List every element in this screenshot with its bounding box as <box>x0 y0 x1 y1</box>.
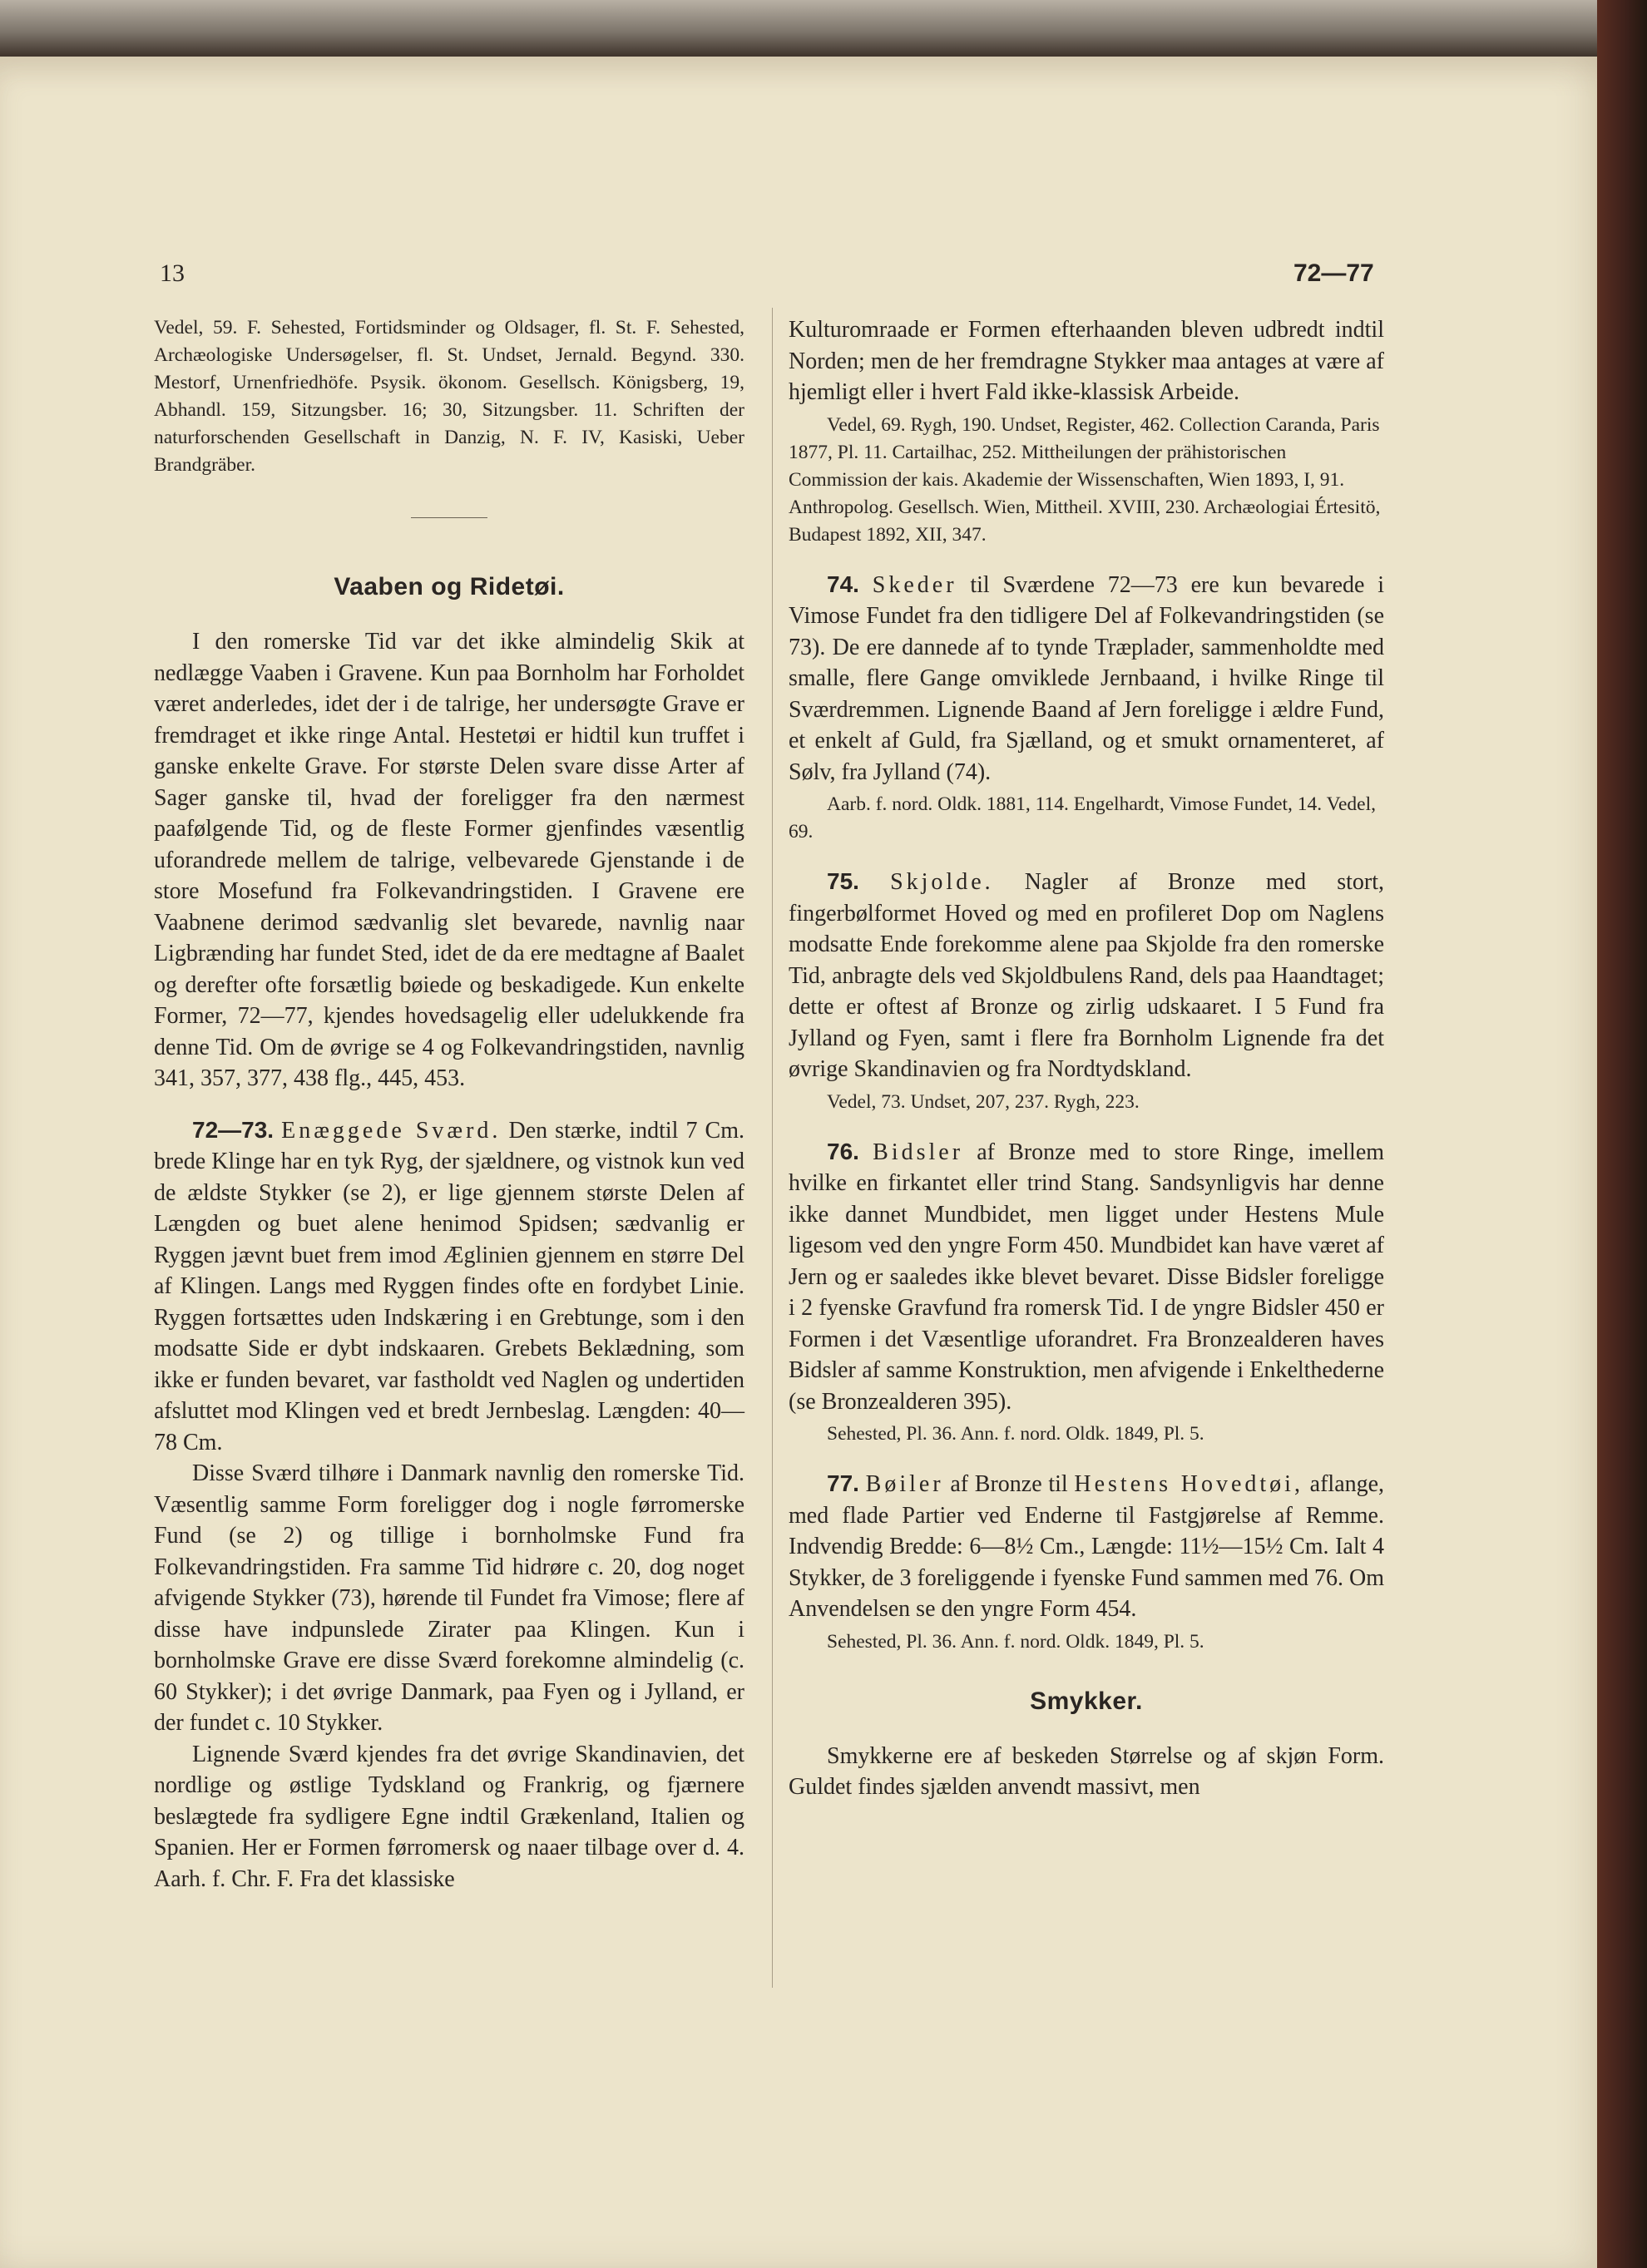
entry-number: 75. <box>827 868 859 894</box>
entry-74 <box>789 569 1384 788</box>
paragraph-swords-denmark: Disse Sværd tilhøre i Danmark navnlig den romerske Tid. Væsentlig samme Form foreligger dog i nogle førromerske Fund (se 2) og tillige i bornholmske Fund fra Folkevandringstiden. Fra samme Tid hidrøre c. 20, dog noget afvigende Stykker (73), hørende til Fundet fra Vimose; flere af disse have indpunslede Zirater paa Klingen. Kun i bornholmske Grave ere disse Sværd forekomne almindelig (c. 60 Stykker); i det øvrige Danmark, paa Fyen og i Jylland, er der fundet c. 10 Stykker. <box>154 1460 744 1736</box>
right-column <box>789 314 1384 1803</box>
section-heading-weapons: Vaaben og Ridetøi. <box>334 573 565 600</box>
entry-title-2: Hestens Hovedtøi, <box>1074 1471 1303 1497</box>
entry-title: Enæggede Sværd. <box>281 1117 502 1144</box>
entry-77 <box>789 1468 1384 1625</box>
entry-text: Den stærke, indtil 7 Cm. brede Klinge har en tyk Ryg, der sjældnere, og vistnok kun ved de ældste Stykker (se 2), er lige gjennem største Delen af Længden og buet alene henimod Spidsen; sædvanlig er Ryggen jævnt buet frem imod Æglinien gjennem en større Del af Klingen. Langs med Ryggen findes ofte en fordybet Linie. Ryggen fortsættes uden Indskæring i en Grebtunge, som i den modsatte Side er dybt indskaaren. Grebets Beklædning, som ikke er funden bevaret, var fastholdt ved Naglen og undertiden afsluttet mod Klingen ved et bredt Jernbeslag. Længden: 40—78 Cm. <box>154 1117 745 1455</box>
spacer <box>154 1094 744 1114</box>
entry-number: 77. <box>827 1470 859 1496</box>
section-rule <box>411 517 487 518</box>
book-binding <box>1597 0 1647 2268</box>
paragraph-jewellery-intro: Smykkerne ere af beskeden Størrelse og af skjøn Form. Guldet findes sjælden anvendt massivt, men <box>789 1742 1384 1800</box>
entry-connector: af Bronze til <box>950 1471 1068 1497</box>
paragraph-continued: Kulturomraade er Formen efterhaanden bleven udbredt indtil Norden; men de her fremdragne Stykker maa antages at være af hjemligt eller i hvert Fald ikke-klassisk Arbeide. <box>789 317 1384 405</box>
references-72-73: Vedel, 69. Rygh, 190. Undset, Register, 462. Collection Caranda, Paris 1877, Pl. 11. Cartailhac, 252. Mittheilungen der prähistorischen Commission der kais. Akademie der Wissenschaften, Wien 1893, I, 91. Anthropolog. Gesellsch. Wien, Mittheil. XVIII, 230. Archæologiai Értesitö, Budapest 1892, XII, 347. <box>789 413 1381 546</box>
entry-72-73 <box>154 1114 744 1459</box>
entry-title: Bidsler <box>873 1139 964 1165</box>
entry-text: Nagler af Bronze med stort, fingerbølformet Hoved og med en profileret Dop om Naglens modsatte Ende forekomme alene paa Skjolde fra den romerske Tid, anbragte dels ved Skjoldbulens Rand, dels paa Haandtaget; dette er oftest af Bronze og zirlig udskaaret. I 5 Fund fra Jylland og Fyen, samt i flere fra Bornholm Lignende fra det øvrige Skandinavien og fra Nordtydskland. <box>789 869 1385 1082</box>
paragraph-weapons-intro: I den romerske Tid var det ikke almindelig Skik at nedlægge Vaaben i Gravene. Kun paa Bornholm har Forholdet været anderledes, idet der i de talrige, her undersøgte Grave er fremdraget et ikke ringe Antal. Hestetøi er hidtil kun truffet i ganske enkelte Grave. For største Delen svare disse Arter af Sager ganske til, hvad der foreligger fra den nærmest paafølgende Tid, og de fleste Former gjenfindes væsentlig uforandrede mellem de talrige, velbevarede Gjenstande i de store Mosefund fra Folkevandringstiden. I Gravene ere Vaabnene derimod sædvanlig slet bevarede, navnlig naar Ligbrænding har fundet Sted, idet de da ere medtagne af Baalet og derefter ofte forsætlig bøiede og beskadigede. Kun enkelte Former, 72—77, kjendes hovedsagelig eller udelukkende fra denne Tid. Om de øvrige se 4 og Folkevandringstiden, navnlig 341, 357, 377, 438 flg., 445, 453. <box>154 629 744 1091</box>
references-76: Sehested, Pl. 36. Ann. f. nord. Oldk. 1849, Pl. 5. <box>827 1423 1204 1445</box>
entry-text: aflange, med flade Partier ved Enderne til Fastgjørelse af Remme. Indvendig Bredde: 6—8½ Cm., Længde: 11½—15½ Cm. Ialt 4 Stykker, de 3 foreliggende i fyenske Fund sammen med 76. Om Anvendelsen se den yngre Form 454. <box>789 1471 1385 1622</box>
section-heading-jewellery: Smykker. <box>1030 1687 1143 1715</box>
entry-number: 76. <box>827 1138 859 1164</box>
book-top-edge <box>0 0 1647 58</box>
running-head-range: 72—77 <box>1293 259 1374 287</box>
entry-number: 72—73. <box>192 1116 274 1143</box>
references-75: Vedel, 73. Undset, 207, 237. Rygh, 223. <box>827 1090 1140 1113</box>
column-divider <box>772 308 773 1988</box>
references-74: Aarb. f. nord. Oldk. 1881, 114. Engelhardt, Vimose Fundet, 14. Vedel, 69. <box>789 793 1376 842</box>
left-column <box>154 314 744 1895</box>
entry-text: til Sværdene 72—73 ere kun bevarede i Vimose Fundet fra den tidligere Del af Folkevandringstiden (se 73). De ere dannede af to tynde Træplader, sammenholdte med smalle, flere Gange omviklede Jernbaand, i hvilke Ringe til Sværdremmen. Lignende Baand af Jern foreligge i ældre Fund, et enkelt af Guld, fra Sjælland, og et smukt ornamenteret, af Sølv, fra Jylland (74). <box>789 571 1385 785</box>
intro-references: Vedel, 59. F. Sehested, Fortidsminder og Oldsager, fl. St. F. Sehested, Archæologiske Undersøgelser, fl. St. Undset, Jernald. Begynd. 330. Mestorf, Urnenfriedhöfe. Psysik. ökonom. Gesellsch. Königsberg, 19, Abhandl. 159, Sitzungsber. 16; 30, Sitzungsber. 11. Schriften der naturforschenden Gesellschaft in Danzig, N. F. IV, Kasiski, Ueber Brandgräber. <box>154 317 744 476</box>
entry-76 <box>789 1136 1384 1418</box>
entry-text: af Bronze med to store Ringe, imellem hvilke en firkantet eller trind Stang. Sandsynligvis har denne ikke dannet Mundbidet, men ligget under Hestens Mule ligesom ved den yngre Form 450. Mundbidet kan have været af Jern og er saaledes ikke blevet bevaret. Disse Bidsler foreligge i 2 fyenske Gravfund fra romersk Tid. I de yngre Bidsler 450 er Formen i det Væsentlige uforandret. Fra Bronzealderen haves Bidsler af samme Konstruktion, men afvigende i Enkelthederne (se Bronzealderen 395). <box>789 1139 1385 1415</box>
entry-title: Skjolde. <box>890 869 994 895</box>
paragraph-swords-elsewhere: Lignende Sværd kjendes fra det øvrige Skandinavien, det nordlige og østlige Tydskland og Frankrig, og fjærnere beslægtede fra sydligere Egne indtil Grækenland, Italien og Spanien. Her er Formen førromersk og naaer tilbage over d. 4. Aarh. f. Chr. F. Fra det klassiske <box>154 1741 744 1892</box>
page-number: 13 <box>160 259 185 287</box>
references-77: Sehested, Pl. 36. Ann. f. nord. Oldk. 1849, Pl. 5. <box>827 1630 1204 1653</box>
entry-75 <box>789 866 1384 1085</box>
entry-number: 74. <box>827 571 859 597</box>
entry-title: Skeder <box>872 571 957 598</box>
entry-title: Bøiler <box>865 1471 944 1497</box>
